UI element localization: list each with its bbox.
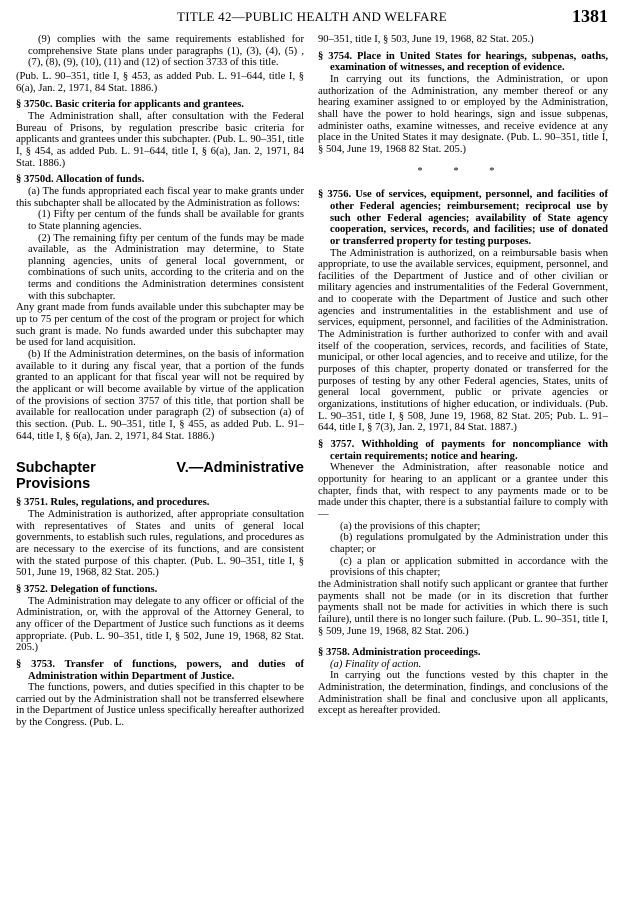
section-3758-subsection-a-label: (a) Finality of action. [330,658,422,670]
continued-source-note: 90–351, title I, § 503, June 19, 1968, 82 Stat. 205.) [318,34,534,45]
section-3750d-continuation: Any grant made from funds available under this subchapter may be up to 75 per centum of the cost of the program or project for which such grant is made. No funds awarded under this subchapter may be used for land acquisition. [16,302,304,349]
subchapter-heading: Subchapter V.—Administrative Provisions [16,460,304,493]
section-3751-heading: § 3751. Rules, regulations, and procedures. [16,497,210,509]
left-column [16,34,304,729]
section-3750d-paragraph-1: (1) Fifty per centum of the funds shall be available for grants to State planning agencies. [28,209,304,232]
page-number: 1381 [572,6,608,26]
section-3758-subsection-a-text: In carrying out the functions vested by this chapter in the Administration, the determination, findings, and conclusions of the Administration shall be final and conclusive upon all applicants, except as hereafter provided. [318,670,608,717]
section-3756-heading: § 3756. Use of services, equipment, personnel, and facilities of other Federal agencies; reimbursement; reciprocal use by such other Federal agencies; availability of State agency cooperation, services, records, and facilities; use of donated or transferred property for testing purposes. [318,189,608,247]
intro-paragraph: (9) complies with the same requirements established for comprehensive State plans under paragraphs (1), (3), (4), (5) ,(7), (8), (9), (10), (11) and (12) of section 3733 of this title. [28,34,304,69]
intro-source-note: (Pub. L. 90–351, title I, § 453, as added Pub. L. 91–644, title I, § 6(a), Jan. 2, 1971, 84 Stat. 1886.) [16,70,304,94]
section-3757-continuation: the Administration shall notify such applicant or grantee that further payments shall not be made (or in its discretion that further payments shall not be made for activities in which there is such failure), until there is no longer such failure. (Pub. L. 90–351, title I, § 509, June 19, 1968, 82 Stat. 206.) [318,578,608,637]
section-3756-text: The Administration is authorized, on a reimbursable basis when appropriate, to use the available services, equipment, personnel, and facilities of the Department of Justice and of other civilian or military agencies and instrumentalities of the Federal Government, and to cooperate with the Department of Justice and such other agencies and instrumentalities in the establishment and use of services, equipment, personnel, and facilities of the Administration. The Administration is further authorized to confer with and avail itself of the cooperation, services, records, and facilities of State, municipal, or other local agencies, and to receive and utilize, for the purposes of this chapter, property donated or transferred for the purposes of testing by any other Federal agencies, States, units of general local government, public or private agencies or organizations, institutions of higher education, or individuals. (Pub. L. 90–351, title I, § 508, June 19, 1968, 82 Stat. 205; Pub. L. 91–644, title I, § 7(3), Jan. 2, 1971, 84 Stat. 1887.) [318,247,608,434]
section-3750c-heading: § 3750c. Basic criteria for applicants and grantees. [16,99,244,111]
section-3758-heading: § 3758. Administration proceedings. [318,647,481,659]
running-title: TITLE 42—PUBLIC HEALTH AND WELFARE [177,9,447,24]
section-3751-text: The Administration is authorized, after appropriate consultation with representatives of States and units of general local governments, to establish such rules, regulations, and procedures as are necessary to the exercise of its functions, and are consistent with the stated purpose of this chapter. (Pub. L. 90–351, title I, § 501, June 19, 1968, 82 Stat. 205.) [16,508,304,579]
section-3750d-subsection-b: (b) If the Administration determines, on the basis of information available to it during any fiscal year, that a portion of the funds granted to an applicant for that fiscal year will not be required by the applicant or will become available by virtue of the application of the provisions of section 3757 of this title, that portion shall be available for reallocation under paragraph (2) of subsection (a) of this section. (Pub. L. 90–351, title I, § 455, as added Pub. L. 91–644, title I, § 6(a), Jan. 2, 1971, 84 Stat. 1886.) [16,349,304,442]
section-3750d-paragraph-2: (2) The remaining fifty per centum of the funds may be made available, as the Administration may determine, to State planning agencies, units of general local government, or combinations of such units, according to the criteria and on the terms and conditions the Administration determines consistent with this subchapter. [28,232,304,302]
right-column [318,34,608,717]
section-3752-heading: § 3752. Delegation of functions. [16,583,158,595]
section-3752-text: The Administration may delegate to any officer or official of the Administration, or, with the approval of the Attorney General, to any officer of the Department of Justice such functions as it deems appropriate. (Pub. L. 90–351, title I, § 502, June 19, 1968, 82 Stat. 205.) [16,595,304,654]
section-3754-heading: § 3754. Place in United States for hearings, subpenas, oaths, examination of witnesses, and reception of evidence. [318,50,608,74]
omission-stars: * * * [417,165,509,177]
section-3753-heading: § 3753. Transfer of functions, powers, and duties of Administration within Department of Justice. [16,658,304,682]
page-header [16,6,608,28]
section-3757-heading: § 3757. Withholding of payments for noncompliance with certain requirements; notice and hearing. [318,439,608,462]
section-3757-clause-c: (c) a plan or application submitted in accordance with the provisions of this chapter; [330,555,608,579]
section-3750d-heading: § 3750d. Allocation of funds. [16,174,145,186]
section-3750c-text: The Administration shall, after consultation with the Federal Bureau of Prisons, by regulation prescribe basic criteria for applicants and grantees under this subchapter. (Pub. L. 90–351, title I, § 454, as added Pub. L. 91–644, title I, § 6(a), Jan. 2, 1971, 84 Stat. 1886.) [16,110,304,169]
section-3753-text: The functions, powers, and duties specified in this chapter to be carried out by the Administration shall not be transferred elsewhere in the Department of Justice unless specifically hereafter authorized by the Congress. (Pub. L. [16,682,304,729]
section-3750d-subsection-a: (a) The funds appropriated each fiscal year to make grants under this subchapter shall be allocated by the Administration as follows: [16,185,304,209]
section-3754-text: In carrying out its functions, the Administration, or upon authorization of the Administration, any member thereof or any hearing examiner assigned to or employed by the Administration, shall have the power to hold hearings, sign and issue subpenas, administer oaths, examine witnesses, and receive evidence at any place in the United States it may designate. (Pub. L. 90–351, title I, § 504, June 19, 1968 82 Stat. 205.) [318,73,608,155]
section-3757-text: Whenever the Administration, after reasonable notice and opportunity for hearing to an applicant or a grantee under this chapter, finds that, with respect to any payments made or to be made under this chapter, there is a substantial failure to comply with— [318,462,608,520]
section-3757-clause-a: (a) the provisions of this chapter; [340,520,481,532]
section-3757-clause-b: (b) regulations promulgated by the Administration under this chapter; or [330,532,608,555]
